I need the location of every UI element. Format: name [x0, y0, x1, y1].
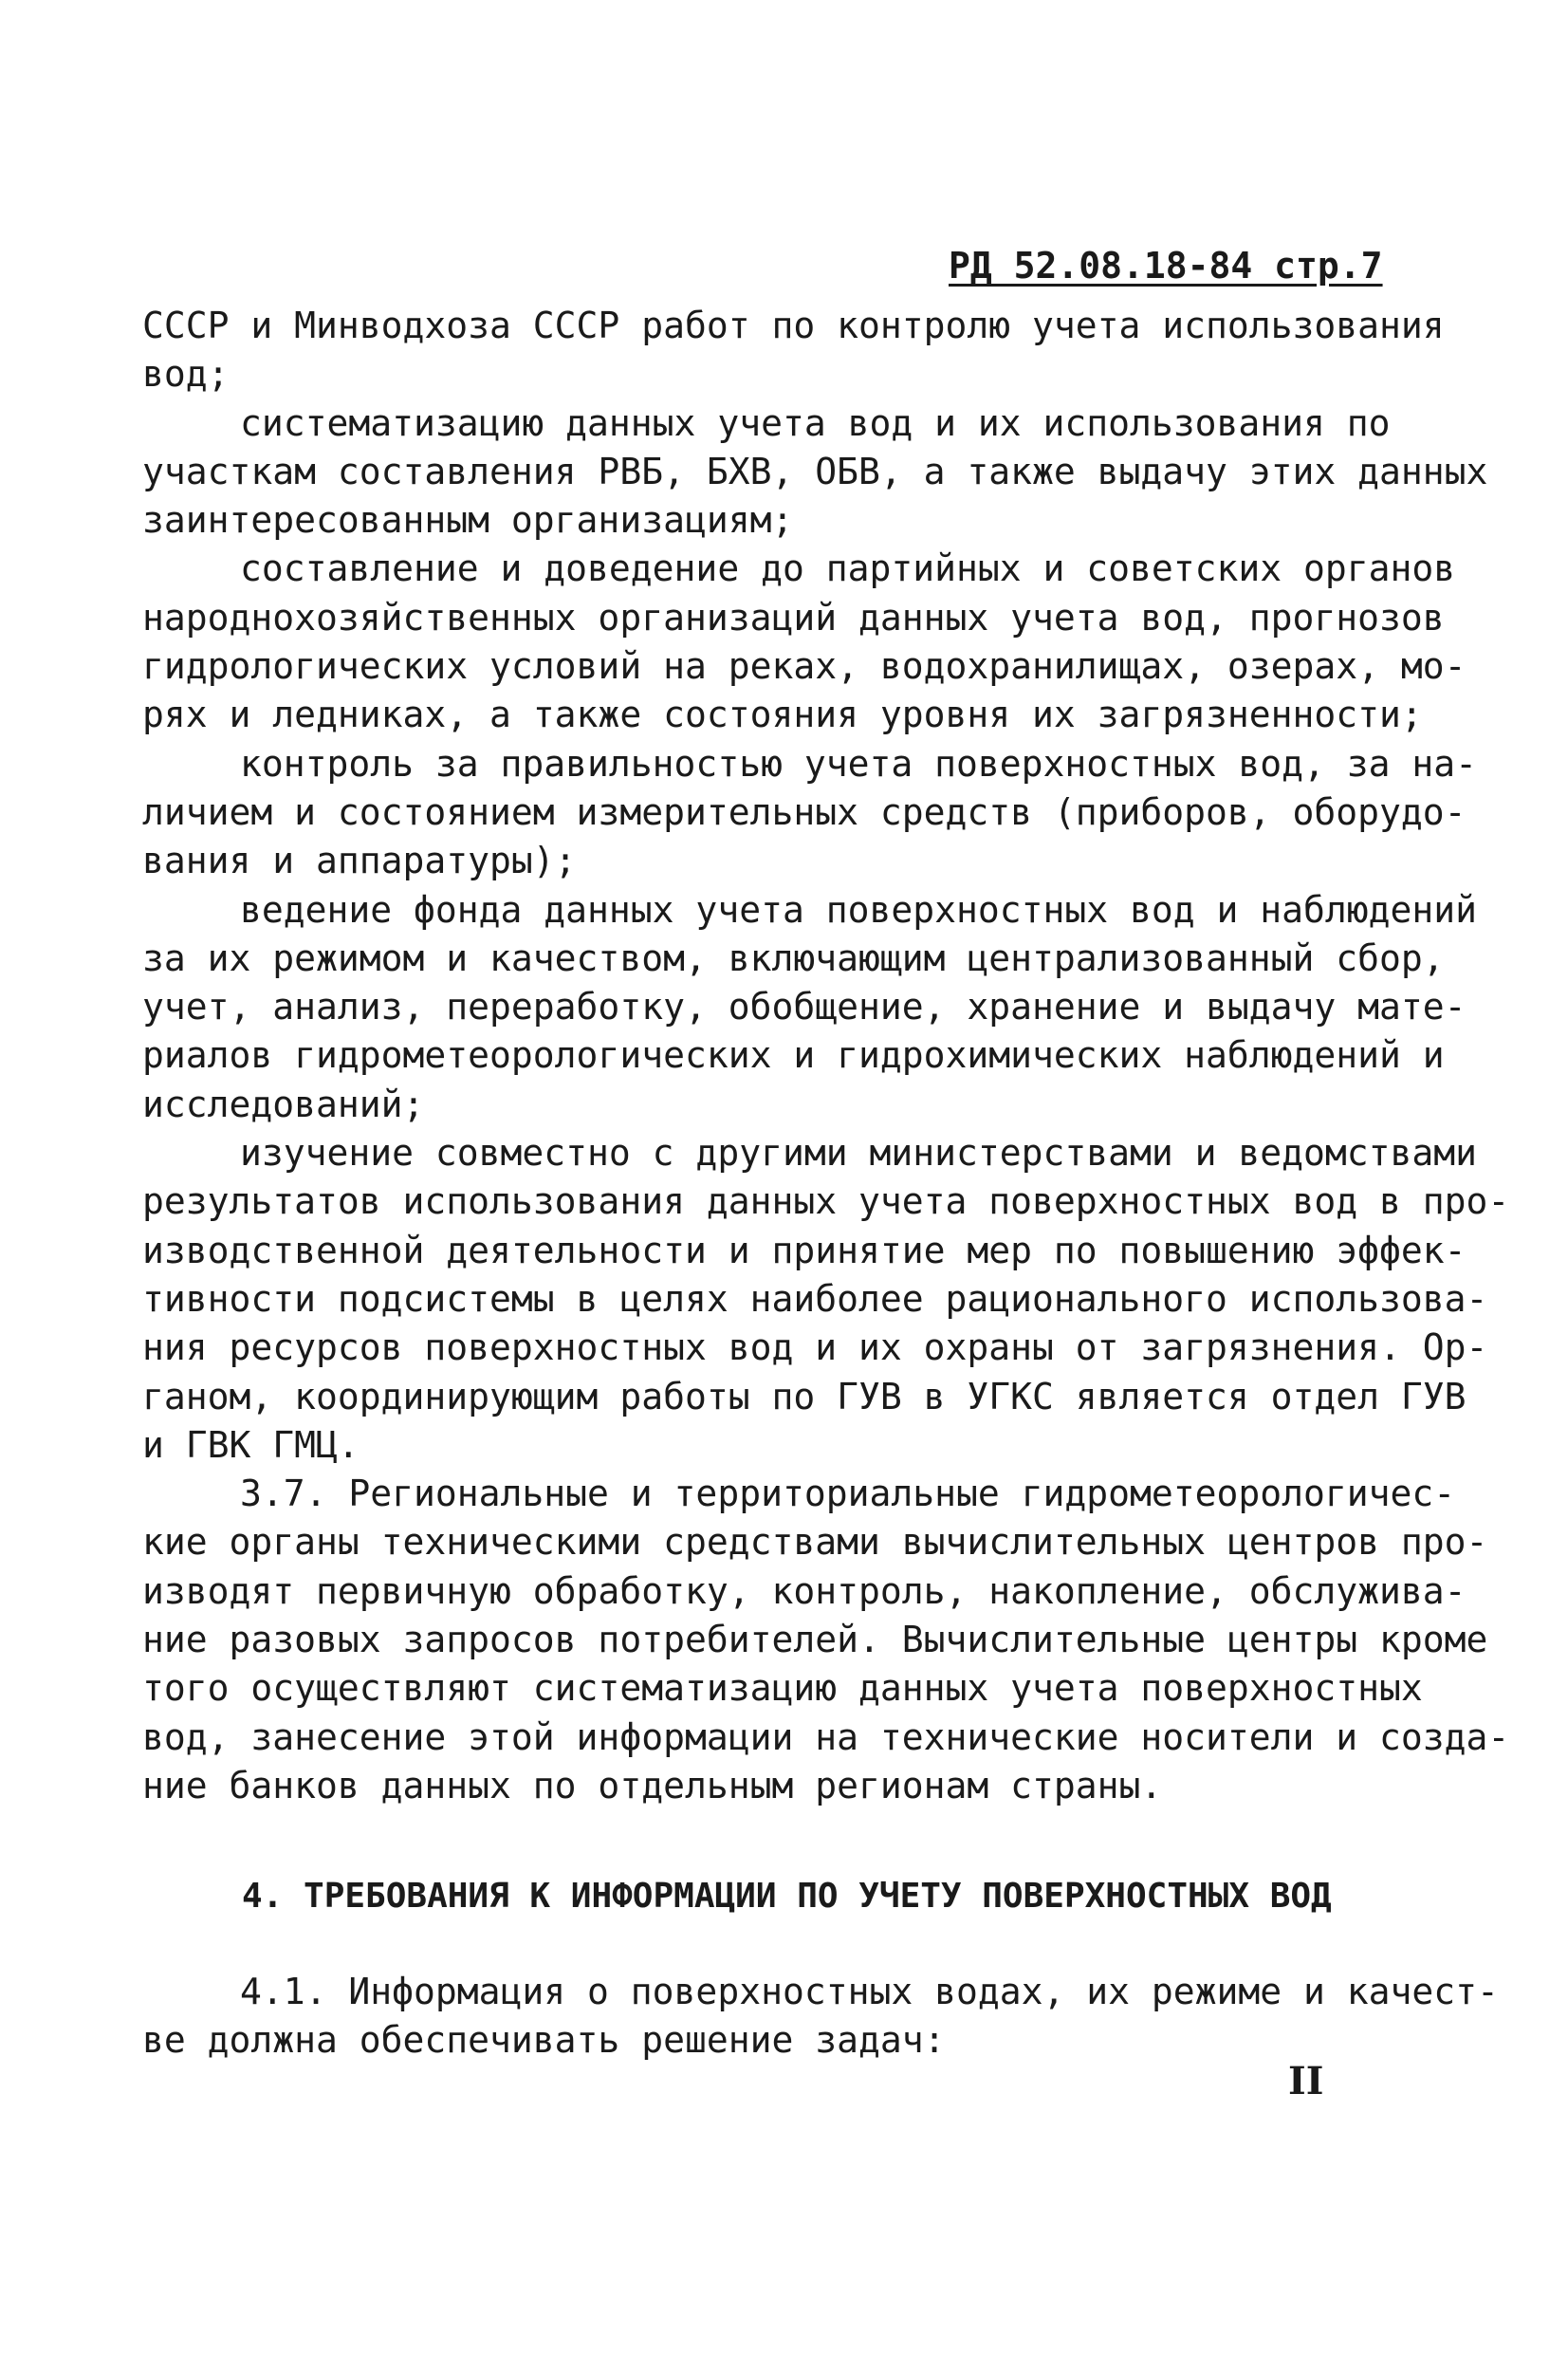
text-line: ния ресурсов поверхностных вод и их охраны от загрязнения. Ор-: [142, 1326, 1488, 1369]
text-line: изводят первичную обработку, контроль, накопление, обслужива-: [142, 1569, 1467, 1612]
text-line: ганом, координирующим работы по ГУВ в УГКС является отдел ГУВ: [142, 1375, 1467, 1417]
text-line: вод;: [142, 353, 230, 396]
text-line: ведение фонда данных учета поверхностных вод и наблюдений: [240, 888, 1478, 931]
text-line: результатов использования данных учета поверхностных вод в про-: [142, 1180, 1510, 1223]
text-line: контроль за правильностью учета поверхностных вод, за на-: [240, 742, 1478, 785]
text-line: и ГВК ГМЦ.: [142, 1423, 360, 1466]
text-line: ние разовых запросов потребителей. Вычислительные центры кроме: [142, 1619, 1488, 1661]
text-line: изучение совместно с другими министерствами и ведомствами: [240, 1132, 1478, 1175]
text-line: исследований;: [142, 1083, 425, 1125]
text-line: того осуществляют систематизацию данных учета поверхностных: [142, 1667, 1423, 1710]
text-line: рях и ледниках, а также состояния уровня их загрязненности;: [142, 694, 1423, 736]
text-line: СССР и Минводхоза СССР работ по контролю учета использования: [142, 305, 1445, 346]
body-text: [142, 302, 1510, 1810]
text-line: составление и доведение до партийных и советских органов: [240, 547, 1456, 590]
text-line: тивности подсистемы в целях наиболее рационального использова-: [142, 1277, 1488, 1320]
text-line: участкам составления РВБ, БХВ, ОБВ, а также выдачу этих данных: [142, 450, 1488, 492]
section-text: [142, 1968, 1499, 2066]
page-number: II: [1288, 2059, 1324, 2103]
text-line: гидрологических условий на реках, водохранилищах, озерах, мо-: [142, 645, 1467, 688]
text-line: ние банков данных по отдельным регионам страны.: [142, 1764, 1163, 1806]
text-line: учет, анализ, переработку, обобщение, хранение и выдачу мате-: [142, 986, 1467, 1028]
section-heading: 4. ТРЕБОВАНИЯ К ИНФОРМАЦИИ ПО УЧЕТУ ПОВЕРХНОСТНЫХ ВОД: [242, 1877, 1332, 1916]
text-line: вод, занесение этой информации на технические носители и созда-: [142, 1715, 1510, 1758]
text-line: народнохозяйственных организаций данных учета вод, прогнозов: [142, 596, 1445, 639]
text-line: кие органы техническими средствами вычислительных центров про-: [142, 1521, 1488, 1564]
text-line: личием и состоянием измерительных средств (приборов, оборудо-: [142, 790, 1467, 833]
text-line: 4.1. Информация о поверхностных водах, их режиме и качест-: [240, 1971, 1499, 2012]
text-line: заинтересованным организациям;: [142, 499, 794, 542]
text-line: за их режимом и качеством, включающим централизованный сбор,: [142, 936, 1445, 979]
text-line: ве должна обеспечивать решение задач:: [142, 2019, 946, 2062]
text-line: изводственной деятельности и принятие мер по повышению эффек-: [142, 1229, 1467, 1271]
text-line: вания и аппаратуры);: [142, 840, 577, 882]
text-line: 3.7. Региональные и территориальные гидрометеорологичес-: [240, 1473, 1456, 1515]
text-line: систематизацию данных учета вод и их использования по: [240, 401, 1391, 444]
text-line: риалов гидрометеорологических и гидрохимических наблюдений и: [142, 1034, 1445, 1077]
document-reference-header: РД 52.08.18-84 стр.7: [949, 245, 1383, 287]
